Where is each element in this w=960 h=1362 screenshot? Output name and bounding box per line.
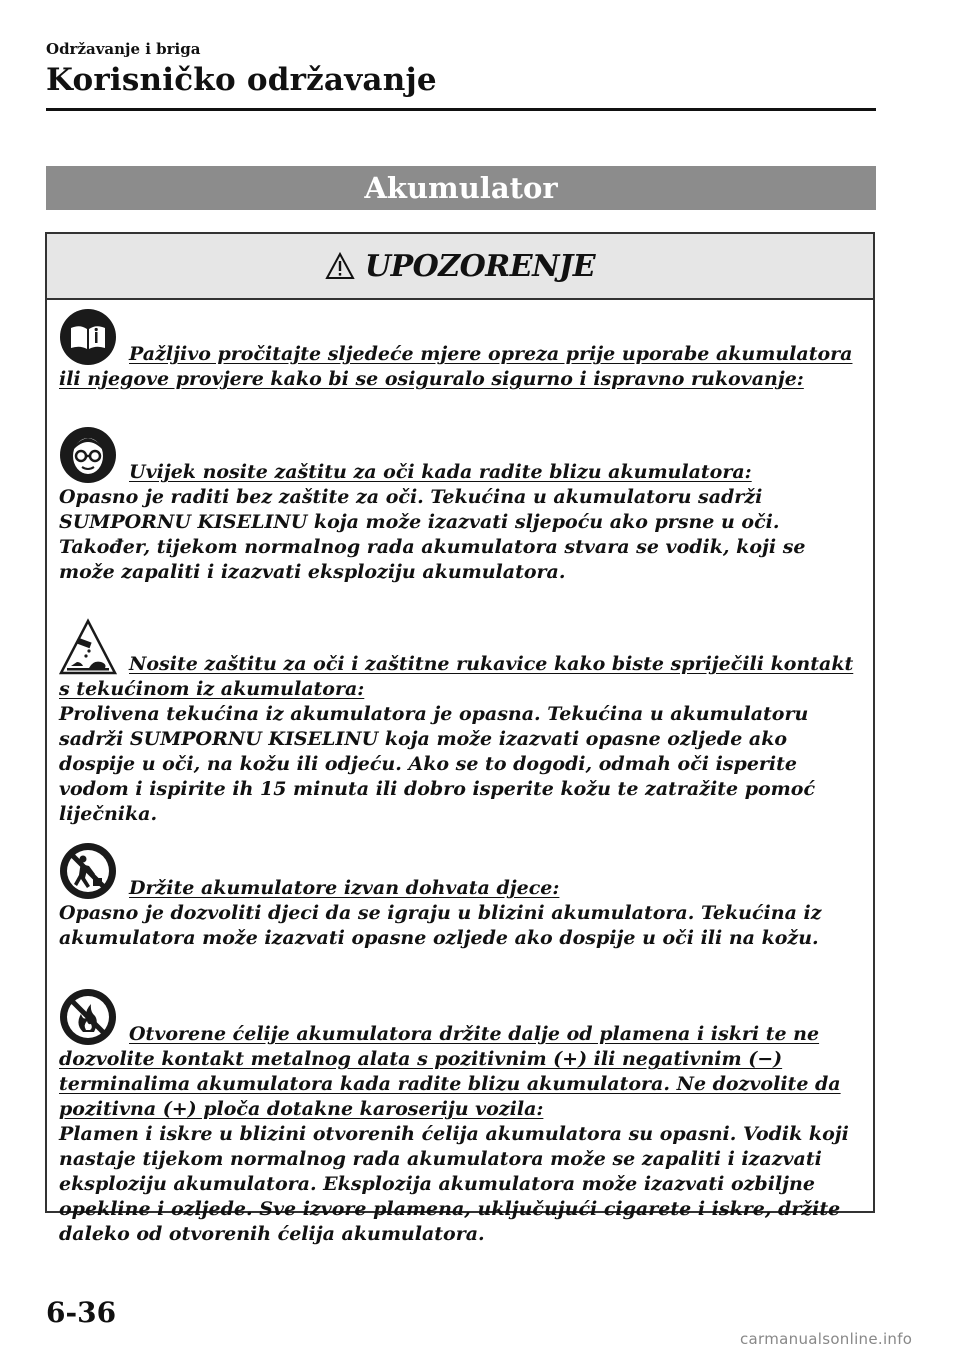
- warning-item-heading: Uvijek nosite zaštitu za oči kada radite blizu akumulatora:: [129, 461, 752, 483]
- corrosive-icon: [59, 618, 117, 676]
- page-number: 6-36: [46, 1296, 117, 1329]
- watermark: carmanualsonline.info: [740, 1330, 913, 1348]
- warning-title: UPOZORENJE: [364, 248, 596, 284]
- page-title: Korisničko održavanje: [46, 62, 437, 98]
- warning-box: [45, 232, 875, 1245]
- read-manual-icon: [59, 308, 117, 366]
- warning-item-heading: Nosite zaštitu za oči i zaštitne rukavice kako biste spriječili kontakt s tekućinom iz akumulatora:: [59, 653, 854, 700]
- eye-protection-icon: [59, 426, 117, 484]
- warning-triangle-icon: [325, 252, 355, 280]
- keep-away-children-icon: [59, 842, 117, 900]
- warning-item-heading: Držite akumulatore izvan dohvata djece:: [129, 877, 560, 899]
- section-banner: [46, 166, 876, 210]
- warning-item-heading: Pažljivo pročitajte sljedeće mjere opreza prije uporabe akumulatora ili njegove provjere kako bi se osiguralo sigurno i ispravno rukovanje:: [59, 343, 853, 390]
- warning-item: [47, 618, 873, 827]
- warning-item-body: Opasno je raditi bez zaštite za oči. Tekućina u akumulatoru sadrži SUMPORNU KISELINU koja može izazvati sljepoću ako prsne u oči. Također, tijekom normalnog rada akumulatora stvara se vodik, koji se može zapaliti i izazvati eksploziju akumulatora.: [59, 486, 806, 583]
- no-flames-icon: [59, 988, 117, 1046]
- warning-item: [47, 308, 873, 392]
- breadcrumb: Održavanje i briga: [46, 40, 201, 58]
- warning-item: [47, 426, 873, 585]
- warning-item: [47, 988, 873, 1247]
- warning-item: [47, 842, 873, 951]
- title-divider: [46, 108, 876, 111]
- warning-item-body: Opasno je dozvoliti djeci da se igraju u blizini akumulatora. Tekućina iz akumulatora može izazvati opasne ozljede ako dospije u oči ili na kožu.: [59, 902, 822, 949]
- warning-item-body: Prolivena tekućina iz akumulatora je opasna. Tekućina u akumulatoru sadrži SUMPORNU KISELINU koja može izazvati opasne ozljede ako dospije u oči, na kožu ili odjeću. Ako se to dogodi, odmah oči isperite vodom i ispirite ih 15 minuta ili dobro isperite kožu te zatražite pomoć liječnika.: [59, 703, 816, 825]
- warning-header: [47, 234, 873, 300]
- section-title: Akumulator: [364, 171, 558, 205]
- warning-item-body: Plamen i iskre u blizini otvorenih ćelija akumulatora su opasni. Vodik koji nastaje tijekom normalnog rada akumulatora može se zapaliti i izazvati eksploziju akumulatora. Eksplozija akumulatora može izazvati ozbiljne opekline i ozljede. Sve izvore plamena, uključujući cigarete i iskre, držite daleko od otvorenih ćelija akumulatora.: [59, 1123, 849, 1245]
- warning-item-heading: Otvorene ćelije akumulatora držite dalje od plamena i iskri te ne dozvolite kontakt metalnog alata s pozitivnim (+) ili negativnim (−) terminalima akumulatora kada radite blizu akumulatora. Ne dozvolite da pozitivna (+) ploča dotakne karoseriju vozila:: [59, 1023, 841, 1120]
